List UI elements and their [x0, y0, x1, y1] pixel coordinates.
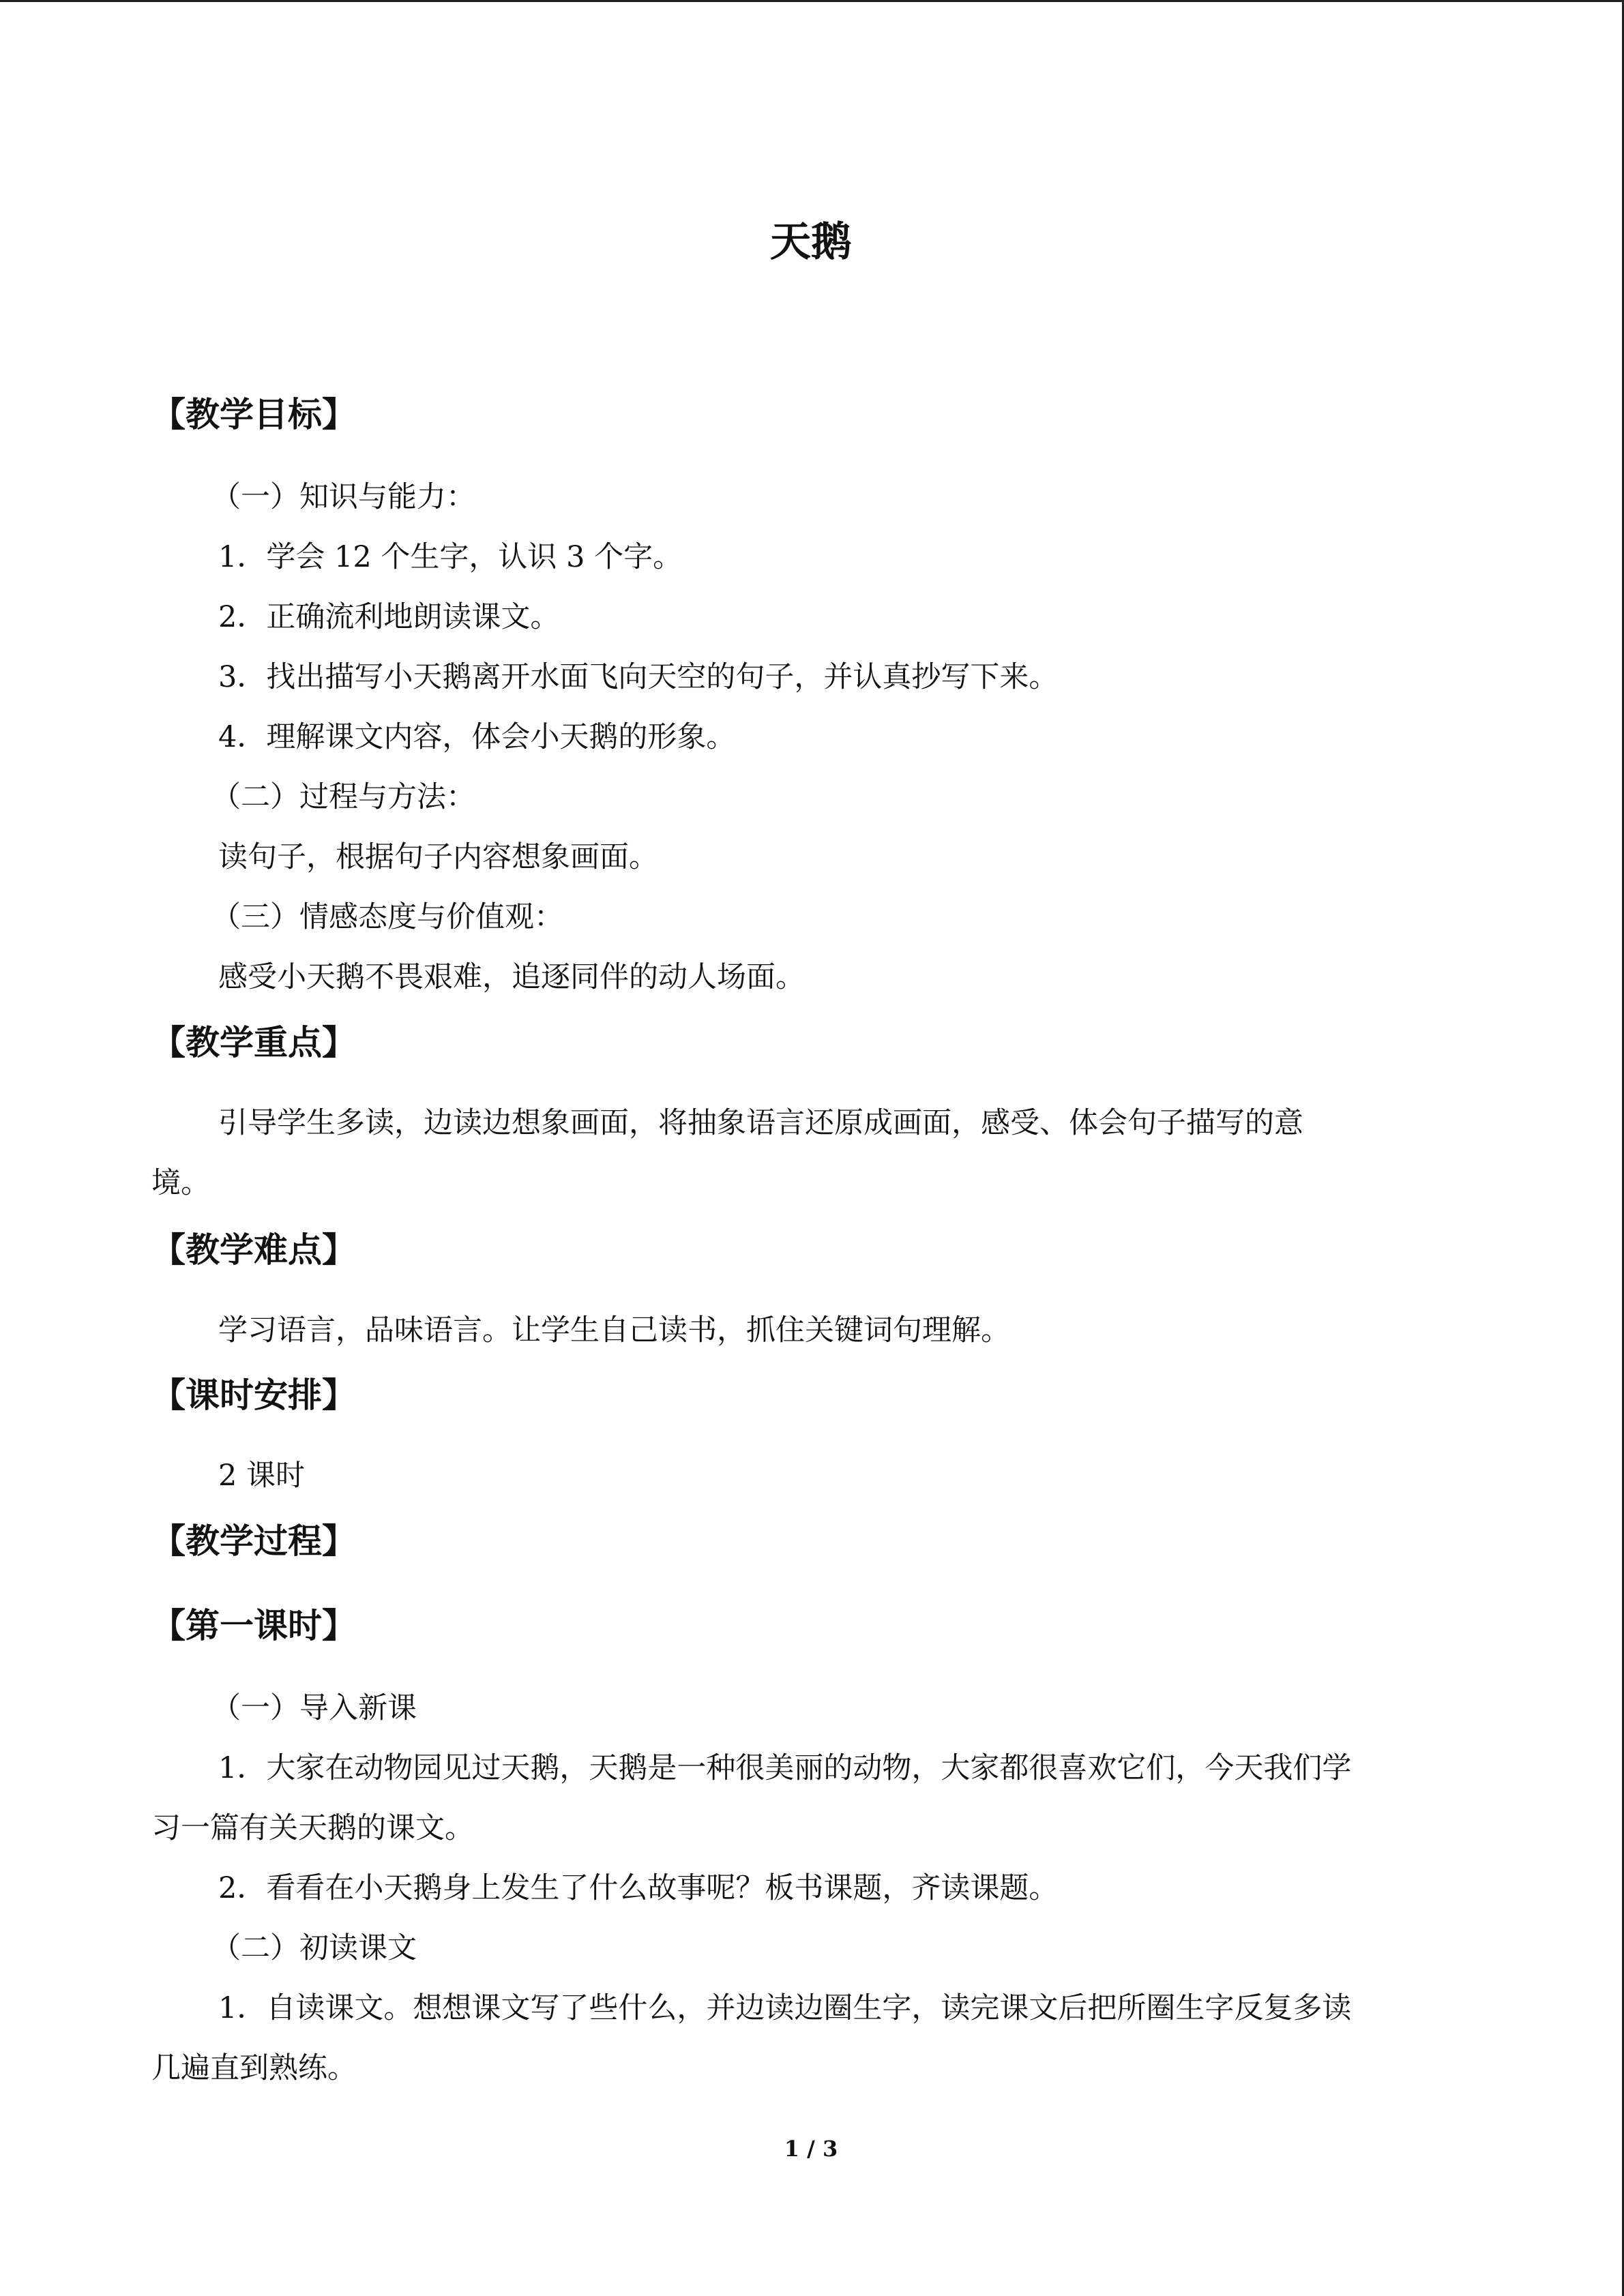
goals-line-8: （三）情感态度与价值观：	[211, 900, 563, 934]
difficulties-line-1: 学习语言，品味语言。让学生自己读书，抓住关键词句理解。	[218, 1313, 1010, 1347]
section-heading-process: 【教学过程】	[151, 1521, 356, 1561]
lesson1-line-4: 2．看看在小天鹅身上发生了什么故事呢？板书课题，齐读课题。	[218, 1871, 1059, 1905]
goals-line-1: （一）知识与能力：	[211, 480, 475, 514]
key-points-line-1: 引导学生多读，边读边想象画面，将抽象语言还原成画面，感受、体会句子描写的意	[218, 1106, 1303, 1140]
lesson1-line-7: 几遍直到熟练。	[151, 2051, 357, 2085]
goals-line-4: 3．找出描写小天鹅离开水面飞向天空的句子，并认真抄写下来。	[218, 660, 1059, 694]
page-number: 1 / 3	[784, 2136, 838, 2162]
schedule-line-1: 2 课时	[218, 1459, 306, 1493]
section-heading-lesson1: 【第一课时】	[151, 1606, 356, 1645]
section-heading-difficulties: 【教学难点】	[151, 1230, 356, 1270]
goals-line-7: 读句子，根据句子内容想象画面。	[218, 840, 658, 874]
key-points-line-2: 境。	[151, 1166, 210, 1200]
lesson1-line-2: 1．大家在动物园见过天鹅，天鹅是一种很美丽的动物，大家都很喜欢它们，今天我们学	[218, 1751, 1352, 1785]
lesson1-line-1: （一）导入新课	[211, 1691, 417, 1725]
goals-line-9: 感受小天鹅不畏艰难，追逐同伴的动人场面。	[218, 960, 805, 994]
lesson1-line-5: （二）初读课文	[211, 1931, 417, 1965]
section-heading-goals: 【教学目标】	[151, 395, 356, 434]
goals-line-5: 4．理解课文内容，体会小天鹅的形象。	[218, 720, 736, 754]
lesson1-line-6: 1．自读课文。想想课文写了些什么，并边读边圈生字，读完课文后把所圈生字反复多读	[218, 1991, 1352, 2025]
lesson1-line-3: 习一篇有关天鹅的课文。	[151, 1811, 474, 1845]
document-title: 天鹅	[770, 218, 852, 266]
goals-line-2: 1．学会 12 个生字，认识 3 个字。	[218, 540, 683, 574]
section-heading-key-points: 【教学重点】	[151, 1023, 356, 1062]
goals-line-3: 2．正确流利地朗读课文。	[218, 600, 560, 634]
section-heading-schedule: 【课时安排】	[151, 1375, 356, 1415]
goals-line-6: （二）过程与方法：	[211, 780, 475, 814]
